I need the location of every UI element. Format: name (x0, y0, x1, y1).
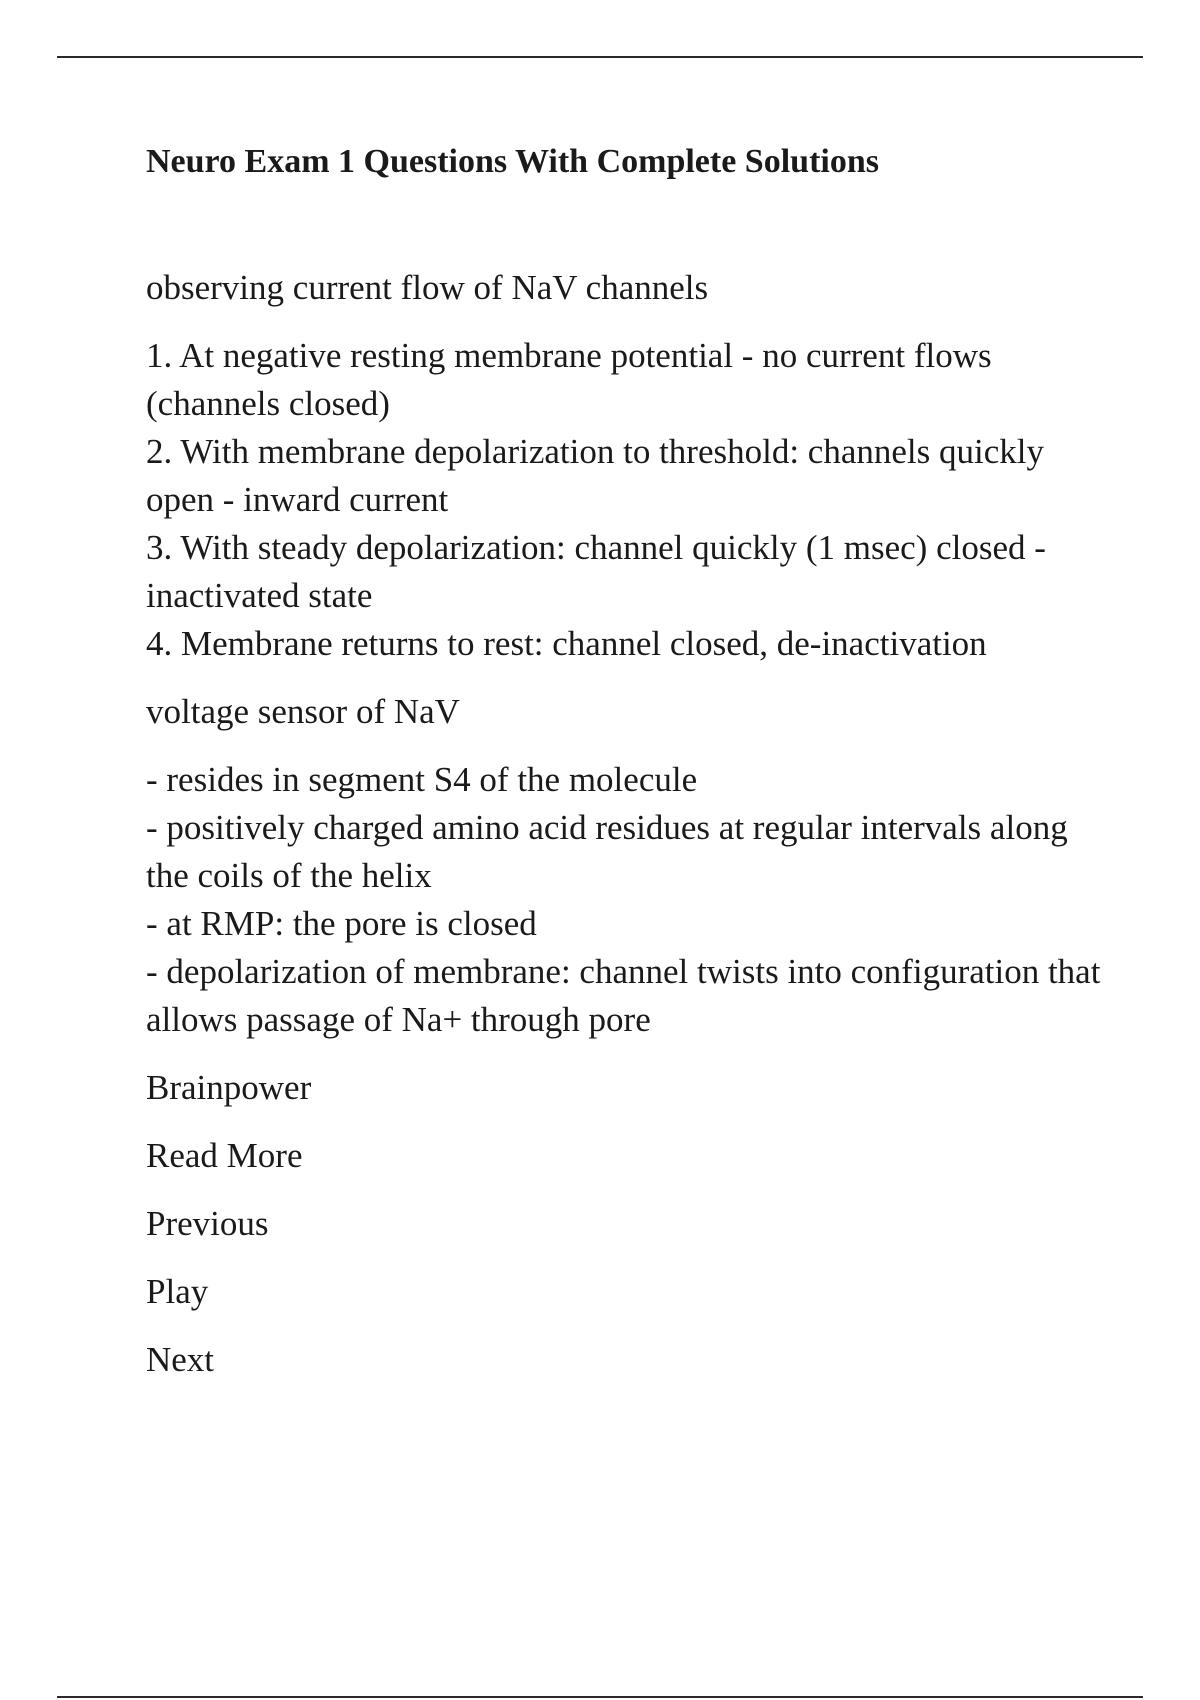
extra-read-more: Read More (146, 1136, 303, 1175)
answer-line: 3. With steady depolarization: channel quickly (1 msec) closed - inactivated state (146, 528, 1055, 615)
extra-play: Play (146, 1272, 209, 1311)
bottom-rule (57, 1696, 1143, 1698)
answer-line: - depolarization of membrane: channel twists into configuration that allows passage of Na+ through pore (146, 952, 1110, 1039)
qa-section-2 (146, 688, 1110, 1044)
answer-line: 4. Membrane returns to rest: channel closed, de-inactivation (146, 624, 987, 663)
qa-section-1 (146, 264, 1106, 668)
answer-line: - at RMP: the pore is closed (146, 904, 537, 943)
answer-block (146, 332, 1106, 668)
answer-line: - positively charged amino acid residues at regular intervals along the coils of the helix (146, 808, 1077, 895)
question-text: voltage sensor of NaV (146, 692, 460, 731)
document-body (146, 138, 1110, 1384)
answer-block (146, 756, 1110, 1044)
answer-line: - resides in segment S4 of the molecule (146, 760, 698, 799)
top-rule (57, 56, 1143, 58)
extra-next: Next (146, 1340, 215, 1379)
answer-line: 2. With membrane depolarization to threshold: channels quickly open - inward current (146, 432, 1053, 519)
page-title: Neuro Exam 1 Questions With Complete Solutions (146, 143, 879, 180)
question-text: observing current flow of NaV channels (146, 268, 709, 307)
answer-line: 1. At negative resting membrane potential - no current flows (channels closed) (146, 336, 1001, 423)
extra-brainpower: Brainpower (146, 1068, 312, 1107)
extra-previous: Previous (146, 1204, 269, 1243)
